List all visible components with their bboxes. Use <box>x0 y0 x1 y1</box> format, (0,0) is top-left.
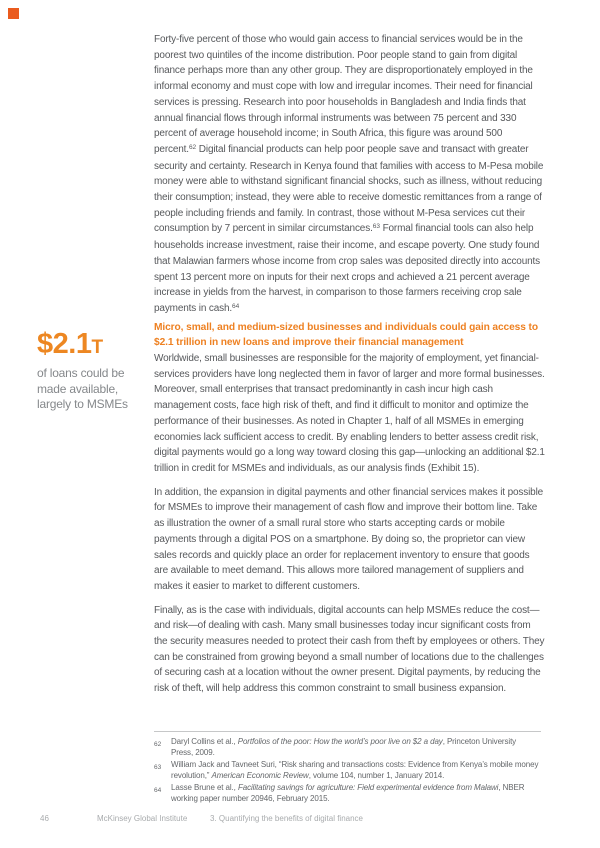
footnote-63 <box>154 760 539 782</box>
footnote-text: Lasse Brune et al., Facilitating savings for agriculture: Field experimental evidence from Malawi, NBER working paper number 20946, February 2015. <box>171 783 525 803</box>
stat-unit: T <box>91 337 103 358</box>
stat-caption-line: largely to MSMEs <box>37 397 128 411</box>
footnote-list <box>154 737 541 805</box>
paragraph-cash-flow-management: In addition, the expansion in digital payments and other financial services makes it possible for MSMEs to improve their management of cash flow and improve their bottom line. Take as illustration the owner of a small rural store who starts accepting cards or mobile payments through a digital POS on a smartphone. By doing so, the proprietor can view sales records and quickly place an order for replacement inventory to ensure that goods are available to meet demand. This allows more tailored management of suppliers and makes it easier to market to different customers. <box>154 486 544 592</box>
stat-caption-line: of loans could be <box>37 366 125 380</box>
stat-number: $2.1 <box>37 328 92 360</box>
stat-caption <box>37 366 149 413</box>
page-number: 46 <box>40 814 49 823</box>
footnote-text: William Jack and Tavneet Suri, “Risk sharing and transactions costs: Evidence from Kenya’s mobile money revolution,” American Economic Review, volume 104, number 1, January 2014. <box>171 760 539 780</box>
footer-chapter: 3. Quantifying the benefits of digital finance <box>210 814 363 823</box>
paragraph-msme-credit-gap: Worldwide, small businesses are responsible for the majority of employment, yet financial-services providers have long neglected them in favor of larger and more formal businesses. Moreover, small enterprises that transact predominantly in cash incur high cash management costs, face high risk of theft, and find it difficult to monitor and optimize the performance of their businesses. As noted in Chapter 1, half of all MSMEs in emerging economies lack sufficient access to credit. By enabling lenders to better assess credit risk, digital payments would go a long way toward closing this gap—unlocking an additional $2.1 trillion in credit for MSMEs and individuals, as our analysis finds (Exhibit 15). <box>154 353 545 474</box>
footnote-number: 62 <box>154 741 162 748</box>
stat-value <box>37 328 149 361</box>
footnote-number: 63 <box>154 764 162 772</box>
section-heading-msme-loans: Micro, small, and medium-sized businesses and individuals could gain access to $2.1 trillion in new loans and improve their financial management <box>154 321 538 349</box>
footnote-number: 64 <box>154 787 162 795</box>
orange-corner-marker <box>8 8 19 19</box>
footnote-section <box>154 731 541 806</box>
footer-institute: McKinsey Global Institute <box>97 814 188 823</box>
paragraph-financial-inclusion: Forty-five percent of those who would gain access to financial services would be in the poorest two quintiles of the income distribution. Poor people stand to gain from digital finance perhaps more than any other group. They are disproportionately employed in the informal economy and must cope with low and irregular incomes. Their need for financial services is pressing. Research into poor households in Bangladesh and India finds that annual financial flows through informal instruments was between 75 percent and 330 percent of average household income; in South Africa, this figure was around 500 percent.$^{62}$ Digital financial products can help poor people save and transact with greater security and certainty. Research in Kenya found that families with access to M-Pesa mobile money were able to withstand significant financial shocks, such as illness, without reducing their consumption; instead, they were able to receive domestic remittances from a range of people including friends and family. In contrast, those without M-Pesa services cut their consumption by 7 percent in similar circumstances.$^{63}$ Formal financial tools can also help households increase investment, raise their income, and escape poverty. One study found that Malawian farmers whose income from crop sales was deposited directly into accounts spent 13 percent more on inputs for their next crops and achieved a 21 percent average increase in yields from the harvest, in comparison to those farmers receiving crop sale payments in cash.$^{64}$ <box>154 34 544 314</box>
footnote-62 <box>154 737 539 759</box>
footnote-text: Daryl Collins et al., Portfolios of the poor: How the world’s poor live on $2 a day, Princeton University Press, 2009. <box>171 737 517 757</box>
body-column <box>154 32 546 697</box>
footnote-64 <box>154 783 539 805</box>
footnote-divider <box>154 731 541 732</box>
paragraph-cash-risk: Finally, as is the case with individuals, digital accounts can help MSMEs reduce the cost—and risk—of dealing with cash. Many small businesses today incur significant costs from the security measures needed to protect their cash from theft by employees or others. They can be constrained from growing beyond a small number of locations due to the challenges of securing cash at a location without the owner present. Digital payments, by reducing the risk of theft, will help address this common constraint to small business expansion. <box>154 604 545 695</box>
stat-caption-line: made available, <box>37 381 119 396</box>
stat-callout <box>37 328 149 413</box>
